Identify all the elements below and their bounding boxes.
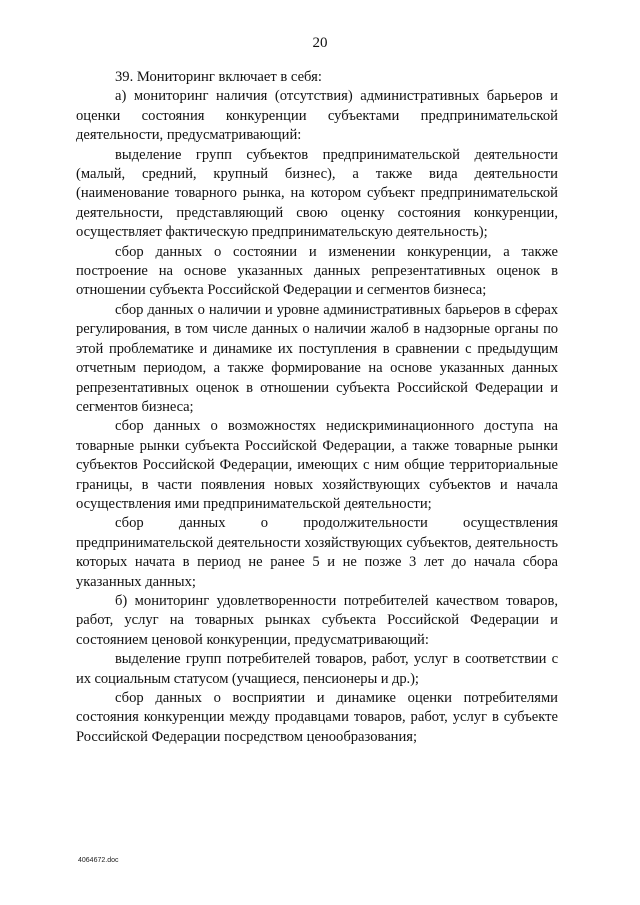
footer-file-name: 4064672.doc (78, 857, 119, 864)
paragraph-admin-barriers: сбор данных о наличии и уровне административных барьеров в сферах регулирования, в том числе данных о наличии жалоб в надзорные органы по этой проблематике и динамике их поступления в сравнении с предыдущим отчетным периодом, а также формирование на основе указанных данных репрезентативных оценок в отношении субъекта Российской Федерации и сегментов бизнеса; (76, 301, 558, 415)
paragraph-consumer-perception: сбор данных о восприятии и динамике оценки потребителями состояния конкуренции между продавцами товаров, работ, услуг в субъекте Российской Федерации посредством ценообразования; (76, 690, 558, 745)
paragraph-item-a: а) мониторинг наличия (отсутствия) административных барьеров и оценки состояния конкуренции субъектами предпринимательской деятельности, предусматривающий: (76, 88, 558, 144)
paragraph-competition-data: сбор данных о состоянии и изменении конкуренции, а также построение на основе указанных данных репрезентативных оценок в отношении субъекта Российской Федерации и сегментов бизнеса; (76, 243, 558, 299)
paragraph-consumer-groups: выделение групп потребителей товаров, работ, услуг в соответствии с их социальным статусом (учащиеся, пенсионеры и др.); (76, 651, 558, 687)
document-body (76, 68, 558, 747)
paragraph-market-access: сбор данных о возможностях недискриминационного доступа на товарные рынки субъекта Российской Федерации, а также товарные рынки субъектов Российской Федерации, имеющих с ним общие территориальные границы, в части появления новых хозяйствующих субъектов и начала осуществления ими предпринимательской деятельности; (76, 418, 558, 512)
paragraph-business-groups: выделение групп субъектов предпринимательской деятельности (малый, средний, крупный бизнес), а также вида деятельности (наименование товарного рынка, на котором субъект предпринимательской деятельности, представляющий свою оценку состояния конкуренции, осуществляет фактическую предпринимательскую деятельность); (76, 146, 558, 241)
paragraph-section-39: 39. Мониторинг включает в себя: (115, 69, 322, 85)
paragraph-business-duration: сбор данных о продолжительности осуществления предпринимательской деятельности хозяйствующих субъектов, деятельность которых начата в период не ранее 5 и не позже 3 лет до начала сбора указанных данных; (76, 515, 558, 590)
paragraph-item-b: б) мониторинг удовлетворенности потребителей качеством товаров, работ, услуг на товарных рынках субъекта Российской Федерации и состоянием ценовой конкуренции, предусматривающий: (76, 592, 558, 648)
page-number: 20 (312, 35, 328, 51)
